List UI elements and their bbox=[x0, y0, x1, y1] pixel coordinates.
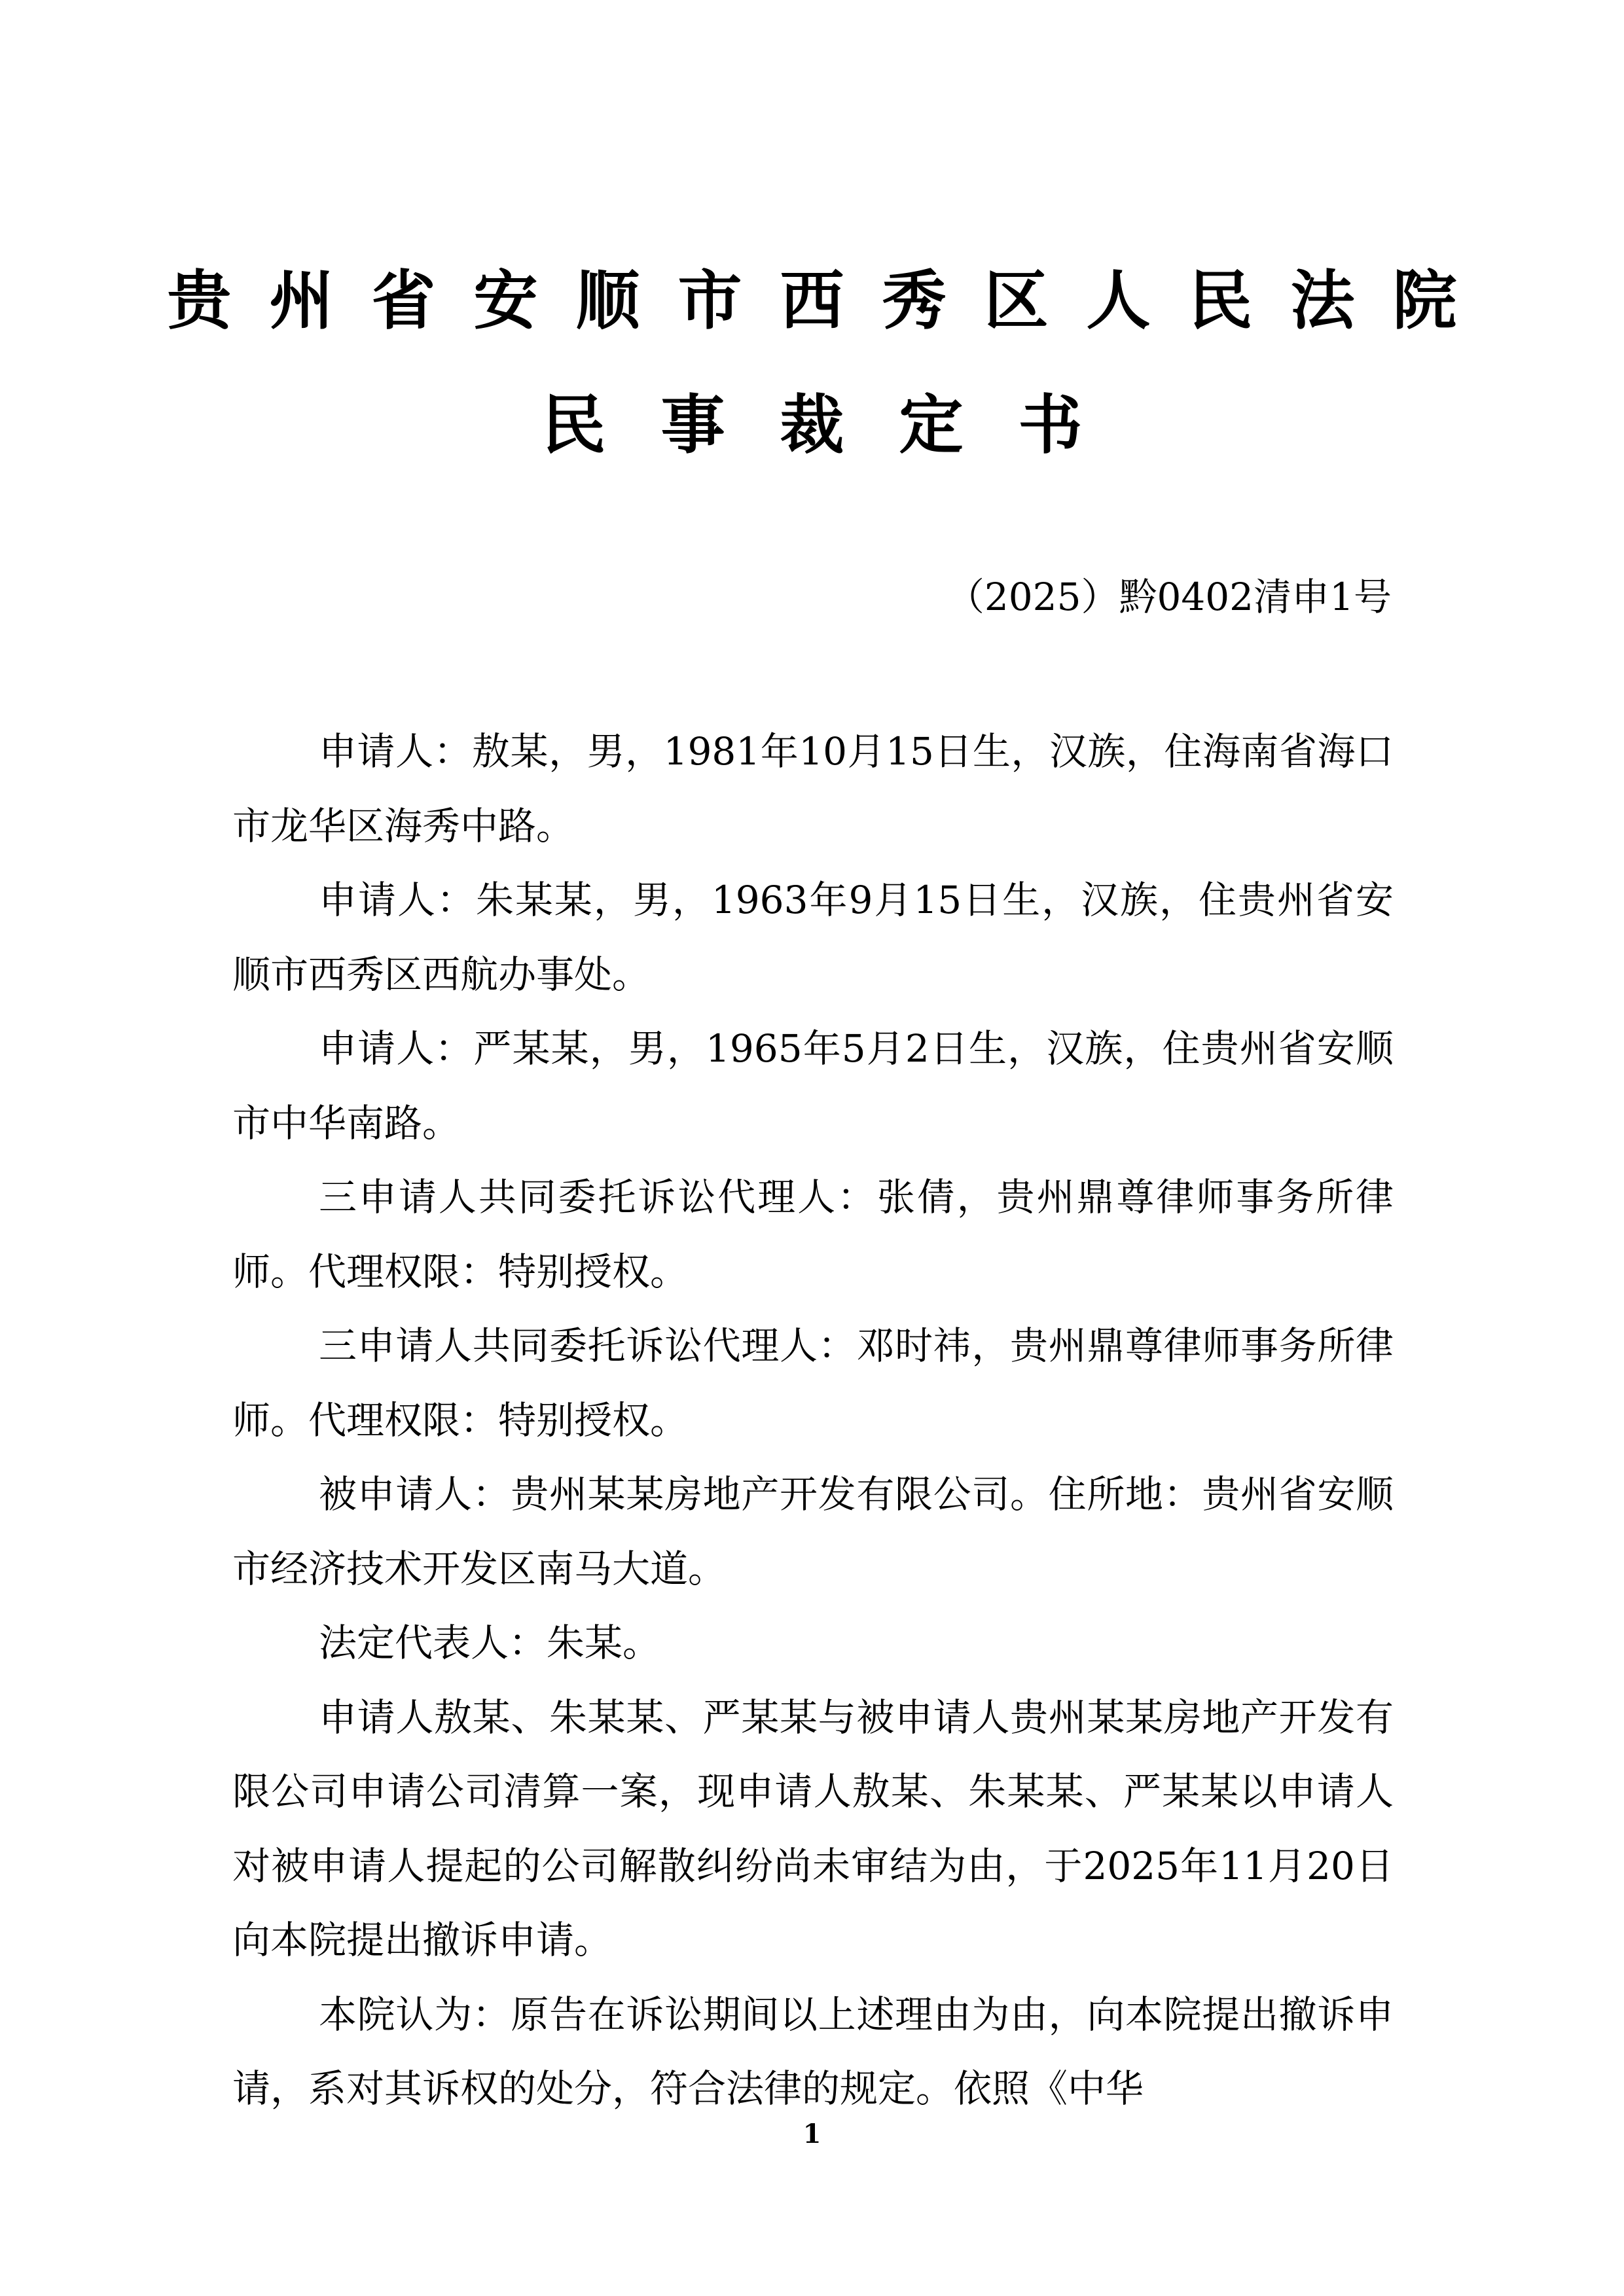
page-number: 1 bbox=[803, 2119, 821, 2149]
paragraph-agent-1: 三申请人共同委托诉讼代理人：张倩，贵州鼎尊律师事务所律师。代理权限：特别授权。 bbox=[232, 1175, 1394, 1294]
paragraph-case-facts: 申请人敖某、朱某某、严某某与被申请人贵州某某房地产开发有限公司申请公司清算一案，现申请人敖某、朱某某、严某某以申请人对被申请人提起的公司解散纠纷尚未审结为由，于2025年11月20日向本院提出撤诉申请。 bbox=[232, 1695, 1394, 1962]
document-body bbox=[232, 715, 1394, 2126]
court-name-title: 贵州省安顺市西秀区人民法院 bbox=[167, 264, 1495, 338]
paragraph-applicant-1: 申请人：敖某，男，1981年10月15日生，汉族，住海南省海口市龙华区海秀中路。 bbox=[232, 729, 1394, 848]
paragraph-respondent: 被申请人：贵州某某房地产开发有限公司。住所地：贵州省安顺市经济技术开发区南马大道。 bbox=[232, 1472, 1394, 1591]
paragraph-court-opinion: 本院认为：原告在诉讼期间以上述理由为由，向本院提出撤诉申请，系对其诉权的处分，符合法律的规定。依照《中华 bbox=[232, 1992, 1394, 2111]
document-type-title: 民事裁定书 bbox=[541, 388, 1138, 463]
paragraph-applicant-2: 申请人：朱某某，男，1963年9月15日生，汉族，住贵州省安顺市西秀区西航办事处。 bbox=[232, 878, 1394, 997]
paragraph-applicant-3: 申请人：严某某，男，1965年5月2日生，汉族，住贵州省安顺市中华南路。 bbox=[232, 1026, 1394, 1145]
case-number: （2025）黔0402清申1号 bbox=[946, 575, 1392, 619]
paragraph-agent-2: 三申请人共同委托诉讼代理人：邓时祎，贵州鼎尊律师事务所律师。代理权限：特别授权。 bbox=[232, 1323, 1394, 1443]
paragraph-legal-representative: 法定代表人：朱某。 bbox=[319, 1621, 661, 1665]
